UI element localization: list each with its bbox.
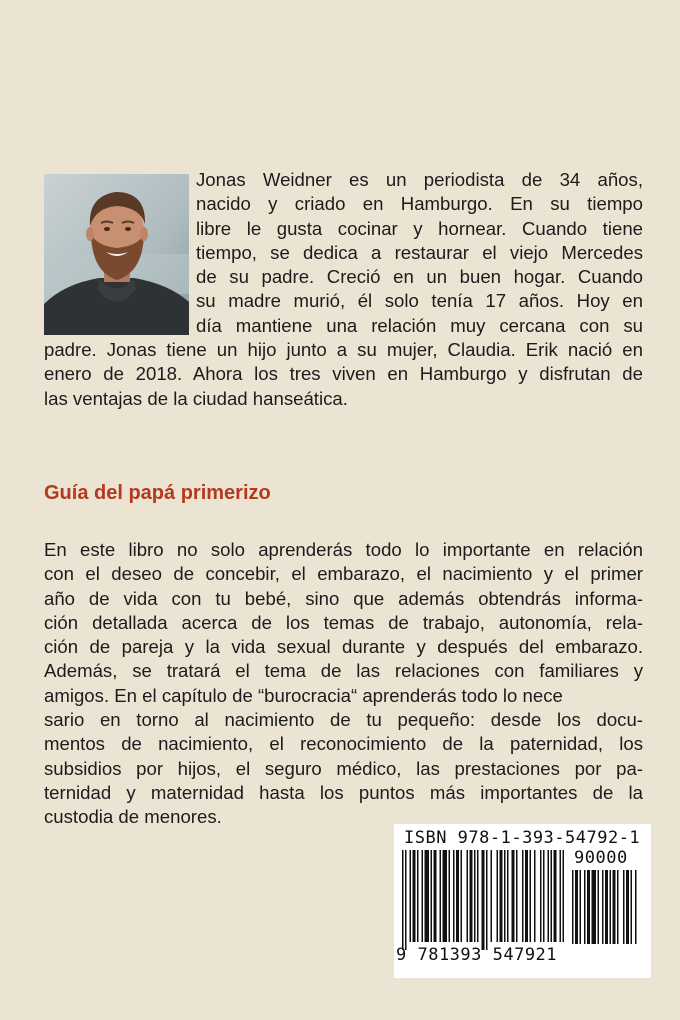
barcode-bar — [486, 850, 488, 950]
description-line: Además, se tratará el tema de las relaciones con familiares y — [44, 660, 643, 682]
barcode-bar — [598, 870, 600, 944]
barcode-bar — [491, 850, 493, 942]
barcode-bar — [449, 850, 451, 942]
barcode-bar — [410, 850, 412, 942]
isbn-barcode — [394, 824, 651, 978]
barcode-bar — [434, 850, 437, 942]
barcode-bar — [470, 850, 473, 942]
description-line: año de vida con tu bebé, sino que además obtendrás informa- — [44, 587, 643, 609]
barcode-bar — [456, 850, 459, 942]
barcode-bar — [635, 870, 637, 944]
barcode-bar — [504, 850, 506, 942]
bio-line: de su padre. Creció en un buen hogar. Cuando — [196, 266, 643, 288]
price-addon-number: 90000 — [574, 848, 628, 868]
barcode-bar — [587, 870, 590, 944]
barcode-bar — [522, 850, 524, 942]
barcode-bar — [525, 850, 528, 942]
description-line: amigos. En el capítulo de “burocracia“ aprenderás todo lo nece — [44, 684, 563, 706]
barcode-bar — [623, 870, 625, 944]
barcode-bar — [440, 850, 442, 942]
barcode-bar — [402, 850, 404, 950]
barcode-bar — [617, 870, 619, 944]
barcode-bar — [540, 850, 542, 942]
barcode-bar — [477, 850, 479, 942]
bio-line: nacido y criado en Hamburgo. En su tiempo — [196, 193, 643, 215]
description-line: ternidad y maternidad hasta los puntos más importantes de la — [44, 781, 643, 803]
barcode-bar — [507, 850, 509, 942]
description-line: sario en torno al nacimiento de tu pequeño: desde los docu- — [44, 709, 643, 731]
bio-line: enero de 2018. Ahora los tres viven en Hamburgo y disfrutan de — [44, 363, 643, 385]
section-title: Guía del papá primerizo — [44, 482, 271, 504]
description-line: ción de pareja y la vida sexual durante y después del embarazo. — [44, 636, 643, 658]
isbn-label: ISBN 978-1-393-54792-1 — [404, 828, 641, 848]
description-line: subsidios por hijos, el seguro médico, las prestaciones por pa- — [44, 757, 643, 779]
description-line: ción detallada acerca de los temas de trabajo, autonomía, rela- — [44, 611, 643, 633]
barcode-bar — [422, 850, 424, 942]
barcode-bar — [548, 850, 550, 942]
barcode-bar — [543, 850, 545, 942]
barcode-bar — [572, 870, 574, 944]
book-description — [44, 538, 643, 830]
barcode-bar — [417, 850, 419, 942]
barcode-bar — [497, 850, 499, 942]
barcode-bar — [413, 850, 416, 942]
barcode-bar — [431, 850, 433, 942]
bio-line: tiempo, se dedica a restaurar el viejo Mercedes — [196, 241, 643, 263]
barcode-bar — [631, 870, 633, 944]
barcode-bar — [474, 850, 476, 942]
bio-line: las ventajas de la ciudad hanseática. — [44, 387, 348, 409]
barcode-bar — [605, 870, 608, 944]
ean-number: 9 781393 547921 — [396, 945, 558, 965]
description-line: custodia de menores. — [44, 806, 222, 828]
bio-line: día mantiene una relación muy cercana con su — [196, 314, 643, 336]
bio-line: libre le gusta cocinar y hornear. Cuando tiene — [196, 217, 643, 239]
barcode-bar — [584, 870, 586, 944]
description-line: mentos de nacimiento, el reconocimiento de la paternidad, los — [44, 733, 643, 755]
barcode-bar — [516, 850, 518, 942]
barcode-bars — [402, 850, 566, 950]
bio-line: padre. Jonas tiene un hijo junto a su mujer, Claudia. Erik nació en — [44, 339, 643, 361]
description-line: con el deseo de concebir, el embarazo, el nacimiento y el primer — [44, 563, 643, 585]
addon-barcode-bars — [572, 870, 642, 950]
barcode-bar — [610, 870, 612, 944]
barcode-bar — [534, 850, 536, 942]
barcode-bar — [405, 850, 407, 950]
barcode-bar — [512, 850, 515, 942]
author-bio — [44, 168, 643, 411]
barcode-bar — [563, 850, 565, 942]
barcode-bar — [575, 870, 578, 944]
barcode-bar — [554, 850, 557, 942]
bio-line: su madre murió, él solo tenía 17 años. Hoy en — [196, 290, 643, 312]
barcode-bar — [467, 850, 469, 942]
barcode-bar — [551, 850, 553, 942]
barcode-bar — [453, 850, 455, 942]
barcode-bar — [602, 870, 604, 944]
barcode-bar — [613, 870, 616, 944]
barcode-bar — [626, 870, 629, 944]
bio-line: Jonas Weidner es un periodista de 34 años, — [196, 169, 643, 190]
barcode-bar — [500, 850, 503, 942]
barcode-bar — [461, 850, 463, 942]
barcode-bar — [580, 870, 582, 944]
barcode-bar — [560, 850, 562, 942]
description-line: En este libro no solo aprenderás todo lo importante en relación — [44, 539, 643, 560]
barcode-bar — [530, 850, 532, 942]
barcode-bar — [592, 870, 597, 944]
barcode-bar — [425, 850, 430, 942]
barcode-bar — [482, 850, 485, 950]
barcode-bar — [443, 850, 448, 942]
